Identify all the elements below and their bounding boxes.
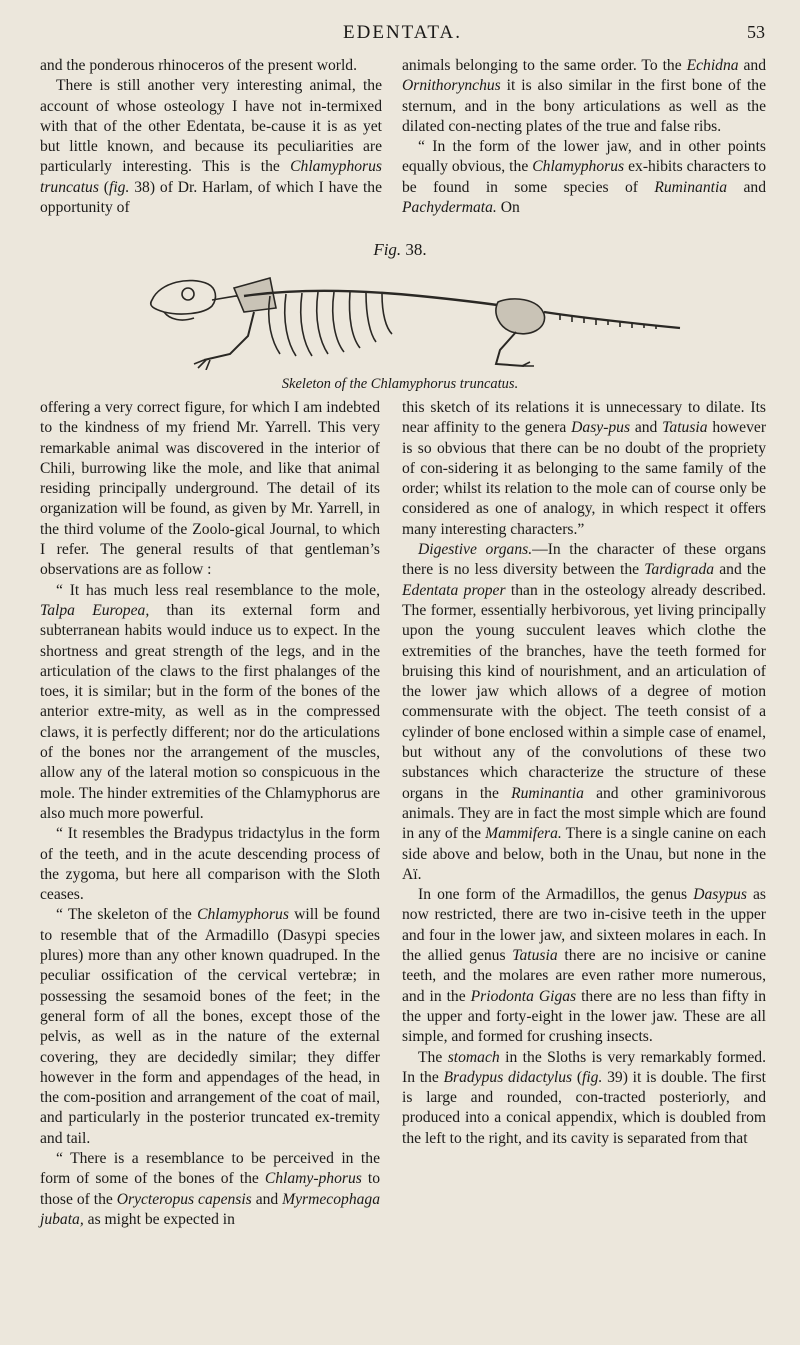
running-title: EDENTATA. xyxy=(343,22,462,43)
paragraph: “ In the form of the lower jaw, and in other points equally obvious, the Chlamyphorus ex-hibits characters to be found in some species of Ruminantia and Pachydermata. On xyxy=(402,138,766,217)
column-top-right xyxy=(402,56,766,218)
figure-label: Fig. 38. xyxy=(373,240,427,259)
species-name: Chlamyphorus truncatus xyxy=(40,158,382,196)
column-top-left xyxy=(40,56,382,218)
paragraph: There is still another very interesting animal, the account of whose osteology I have not in-termixed with that of the other Edentata, be-cause it is as yet but little known, and because its peculiarities are particularly interesting. This is the Chlamyphorus truncatus (fig. 38) of Dr. Harlam, of which I have the opportunity of xyxy=(40,77,382,217)
page-number: 53 xyxy=(747,22,765,42)
column-bottom-left xyxy=(40,398,380,1230)
paragraph: In one form of the Armadillos, the genus Dasypus as now restricted, there are two in-cisive teeth in the upper and four in the lower jaw, and sixteen molares in each. In the allied genus Tatusia there are no incisive or canine teeth, and the molares are even rather more numerous, and in the Priodonta Gigas there are no less than fifty in the upper and forty-eight in the lower jaw. These are all simple, and formed for crushing insects. xyxy=(402,886,766,1046)
skeleton-illustration xyxy=(120,262,700,370)
paragraph: Digestive organs.—In the character of these organs there is no less diversity between the Tardigrada and the Edentata proper than in the osteology already described. The former, essentially herbivorous, yet living principally upon the young succulent leaves which clothe the extremities of the branches, have the teeth formed for bruising this kind of nourishment, and an articulation of the lower jaw which allows of a degree of motion commensurate with the object. The teeth consist of a cylinder of bone enclosed within a simple case of enamel, but without any of the convolutions of these two substances which characterize the structure of these organs in the Ruminantia and other graminivorous animals. They are in fact the most simple which are found in any of the Mammifera. There is a single canine on each side above and below, both in the Unau, but none in the Aï. xyxy=(402,541,767,883)
paragraph: “ There is a resemblance to be perceived in the form of some of the bones of the Chlamy-phorus to those of the Orycteropus capensis and Myrmecophaga jubata, as might be expected in xyxy=(40,1149,381,1228)
paragraph: “ The skeleton of the Chlamyphorus will be found to resemble that of the Armadillo (Dasypi species plures) more than any other known quadruped. In the peculiar ossification of the cervical vertebræ; in possessing the sesamoid bones of the feet; in the general form of all the bones, except those of the pelvis, as well as in the nature of the external covering, they are decidedly similar; they differ however in the form and appendages of the head, in the com-position and arrangement of the coat of mail, and particularly in the posterior truncated ex-tremity and tail. xyxy=(40,906,380,1147)
running-head xyxy=(40,22,765,48)
section-heading: Digestive organs. xyxy=(418,541,533,559)
paragraph: The stomach in the Sloths is very remarkably formed. In the Bradypus didactylus (fig. 39) it is double. The first is large and rounded, con-tracted posteriorly, and produced into a conical appendix, which is doubled from the left to the right, and its cavity is separated from that xyxy=(402,1048,767,1147)
paragraph: animals belonging to the same order. To the Echidna and Ornithorynchus it is also similar in the first bone of the sternum, and in the bony articulations as well as the dilated con-necting plates of the true and false ribs. xyxy=(402,57,767,135)
paragraph: “ It has much less real resemblance to the mole, Talpa Europea, than its external form and subterranean habits would induce us to expect. In the shortness and great strength of the legs, and in the articulation of the claws to the first phalanges of the toes, it is similar; but in the form of the bones of the anterior extre-mity, as well as in the compressed claws, it is perfectly different; nor do the articulations of the bones nor the arrangement of the muscles, allow any of the lateral motion so conspicuous in the mole. The hinder extremities of the Chlamyphorus are also much more powerful. xyxy=(40,581,380,822)
armadillo-skeleton-drawing xyxy=(120,262,700,370)
paragraph: offering a very correct figure, for which I am indebted to the kindness of my friend Mr. Yarrell. This very remarkable animal was discovered in the interior of Chili, burrowing like the mole, and like that animal residing principally underground. The detail of its organization will be found, as given by Mr. Yarrell, in the third volume of the Zoolo-gical Journal, to which I refer. The general results of that gentleman’s observations are as follow : xyxy=(40,399,380,579)
paragraph: this sketch of its relations it is unnecessary to dilate. Its near affinity to the genera Dasy-pus and Tatusia however is so obvious that there can be no doubt of the propriety of con-sidering it as belonging to the same family of the order; whilst its relation to the mole can of course only be considered as one of analogy, in which respect it offers many interesting characters.” xyxy=(402,399,767,538)
column-bottom-right xyxy=(402,398,766,1149)
paragraph: “ It resembles the Bradypus tridactylus in the form of the teeth, and in the acute descending process of the zygoma, but here all comparison with the Sloth ceases. xyxy=(40,825,380,904)
paragraph: and the ponderous rhinoceros of the present world. xyxy=(40,57,357,74)
figure-caption: Skeleton of the Chlamyphorus truncatus. xyxy=(281,376,519,392)
